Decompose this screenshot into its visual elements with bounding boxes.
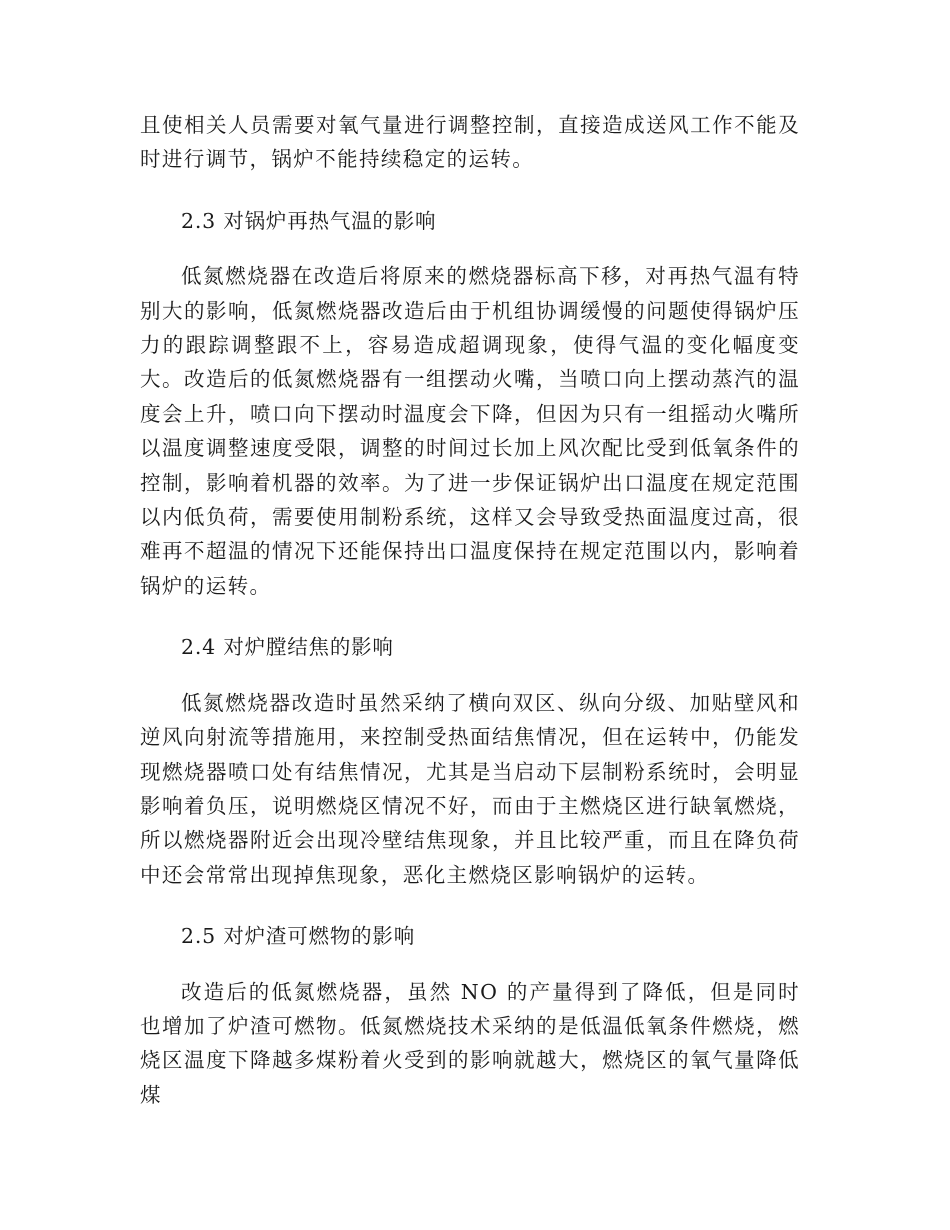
section-heading-2-3: 2.3 对锅炉再热气温的影响 [181,208,437,233]
section-heading-2-4: 2.4 对炉膛结焦的影响 [181,635,394,660]
spacer [140,892,800,919]
paragraph-2-3: 低氮燃烧器在改造后将原来的燃烧器标高下移，对再热气温有特别大的影响，低氮燃烧器改造后由于机组协调缓慢的问题使得锅炉压力的跟踪调整跟不上，容易造成超调现象，使得气温的变化幅度变大。改造后的低氮燃烧器有一组摆动火嘴，当喷口向上摆动蒸汽的温度会上升，喷口向下摆动时温度会下降，但因为只有一组摇动火嘴所以温度调整速度受限，调整的时间过长加上风次配比受到低氧条件的控制，影响着机器的效率。为了进一步保证锅炉出口温度在规定范围以内低负荷，需要使用制粉系统，这样又会导致受热面温度过高，很难再不超温的情况下还能保持出口温度保持在规定范围以内，影响着锅炉的运转。 [140,264,800,598]
paragraph-continuation: 且使相关人员需要对氧气量进行调整控制，直接造成送风工作不能及时进行调节，锅炉不能持续稳定的运转。 [140,113,800,172]
spacer [140,665,800,686]
section-heading-2-5: 2.5 对炉渣可燃物的影响 [181,924,416,949]
spacer [140,238,800,259]
paragraph-2-5: 改造后的低氮燃烧器，虽然 NO 的产量得到了降低，但是同时也增加了炉渣可燃物。低氮燃烧技术采纳的是低温低氧条件燃烧，燃烧区温度下降越多煤粉着火受到的影响就越大，燃烧区的氧气量降低煤 [140,979,800,1107]
spacer [140,603,800,630]
spacer [140,954,800,975]
paragraph-2-4: 低氮燃烧器改造时虽然采纳了横向双区、纵向分级、加贴壁风和逆风向射流等措施用，来控制受热面结焦情况，但在运转中，仍能发现燃烧器喷口处有结焦情况，尤其是当启动下层制粉系统时，会明显影响着负压，说明燃烧区情况不好，而由于主燃烧区进行缺氧燃烧，所以燃烧器附近会出现冷壁结焦现象，并且比较严重，而且在降负荷中还会常常出现掉焦现象，恶化主燃烧区影响锅炉的运转。 [140,690,800,887]
spacer [140,177,800,204]
document-body [140,108,800,1112]
